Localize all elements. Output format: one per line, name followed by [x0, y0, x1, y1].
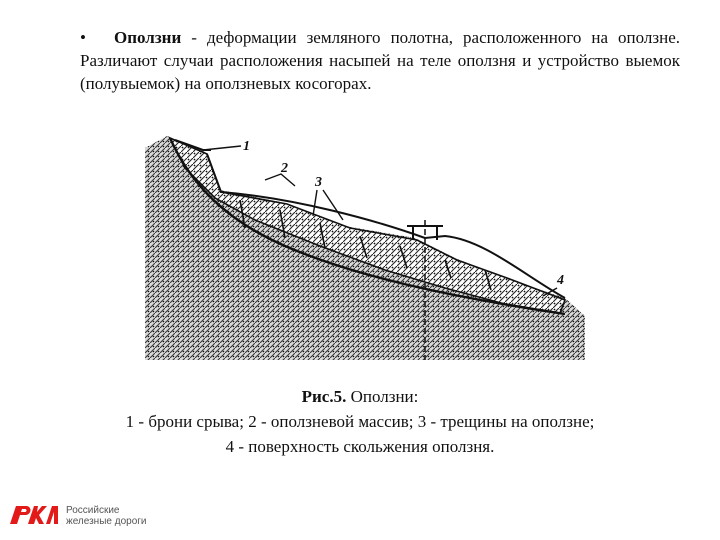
- callout-3: 3: [315, 175, 322, 190]
- logo-text: [66, 505, 146, 527]
- rzd-logo: [8, 500, 208, 534]
- term-landslides: Оползни: [114, 28, 182, 47]
- caption-label: Рис.5.: [301, 387, 347, 406]
- caption-line-2: 1 - брони срыва; 2 - оползневой массив; 3 - трещины на оползне;: [125, 412, 595, 431]
- landslide-figure: [145, 128, 590, 360]
- intro-paragraph: [80, 26, 680, 95]
- landslide-diagram: [145, 128, 590, 360]
- caption-line-1: [40, 384, 680, 409]
- callout-1: 1: [243, 139, 250, 154]
- logo-line-2: железные дороги: [66, 516, 147, 527]
- rzd-logo-icon: [8, 504, 60, 526]
- callout-4: 4: [557, 273, 564, 288]
- caption-line-3: 4 - поверхность скольжения оползня.: [225, 437, 495, 456]
- figure-caption: [40, 384, 680, 459]
- bullet: •: [80, 28, 86, 47]
- callout-2: 2: [281, 161, 288, 176]
- caption-title: Оползни:: [346, 387, 419, 406]
- logo-line-1: Российские: [66, 505, 120, 516]
- definition-text: - деформации земляного полотна, расположенного на оползне. Различают случаи расположения насыпей на теле оползня и устройство выемок (полувыемок) на оползневых косогорах.: [80, 28, 680, 93]
